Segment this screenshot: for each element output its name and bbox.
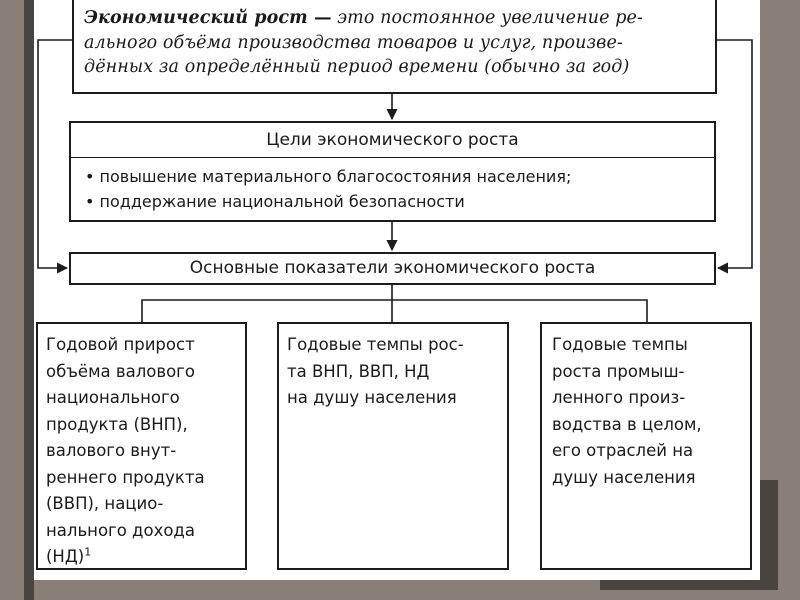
indicator-text: Годовые темпы рос- та ВНП, ВВП, НД на душу населения: [287, 335, 464, 407]
goals-list: [71, 158, 714, 214]
goal-item: • поддержание национальной безопасности: [85, 189, 714, 214]
definition-text: [84, 6, 705, 80]
goal-item: • повышение материального благосостояния населения;: [85, 164, 714, 189]
branch-lines: [142, 300, 647, 322]
goals-box: [69, 121, 716, 222]
indicator-column-1: [36, 322, 247, 570]
indicators-title: Основные показатели экономического роста: [189, 258, 596, 278]
definition-term: Экономический рост —: [84, 8, 332, 28]
frame-corner-bottom-right: [760, 480, 778, 590]
arrow-left-bypass: [38, 40, 72, 268]
footnote-marker: 1: [84, 545, 92, 559]
indicator-text: [46, 332, 237, 571]
indicator-text: Годовые темпы роста промыш- ленного произ- водства в целом, его отраслей на душу населения: [552, 335, 702, 487]
goals-title: Цели экономического роста: [71, 123, 714, 158]
definition-box: [72, 0, 717, 94]
arrow-right-bypass: [717, 40, 752, 268]
indicator-column-2: [277, 322, 509, 570]
indicators-title-box: [69, 252, 716, 285]
frame-corner-left: [24, 0, 34, 600]
frame-corner-bottom: [600, 580, 778, 590]
indicator-text-body: Годовой прирост объёма валового национального продукта (ВНП), валового внут- реннего продукта (ВВП), нацио- нального дохода (НД): [46, 335, 205, 566]
diagram-slide: [34, 0, 760, 580]
definition-body: это постоянное увеличение ре- ального объёма производства товаров и услуг, произве- дённых за определённый период времени (обычно за год): [84, 8, 644, 77]
indicator-column-3: [540, 322, 752, 570]
